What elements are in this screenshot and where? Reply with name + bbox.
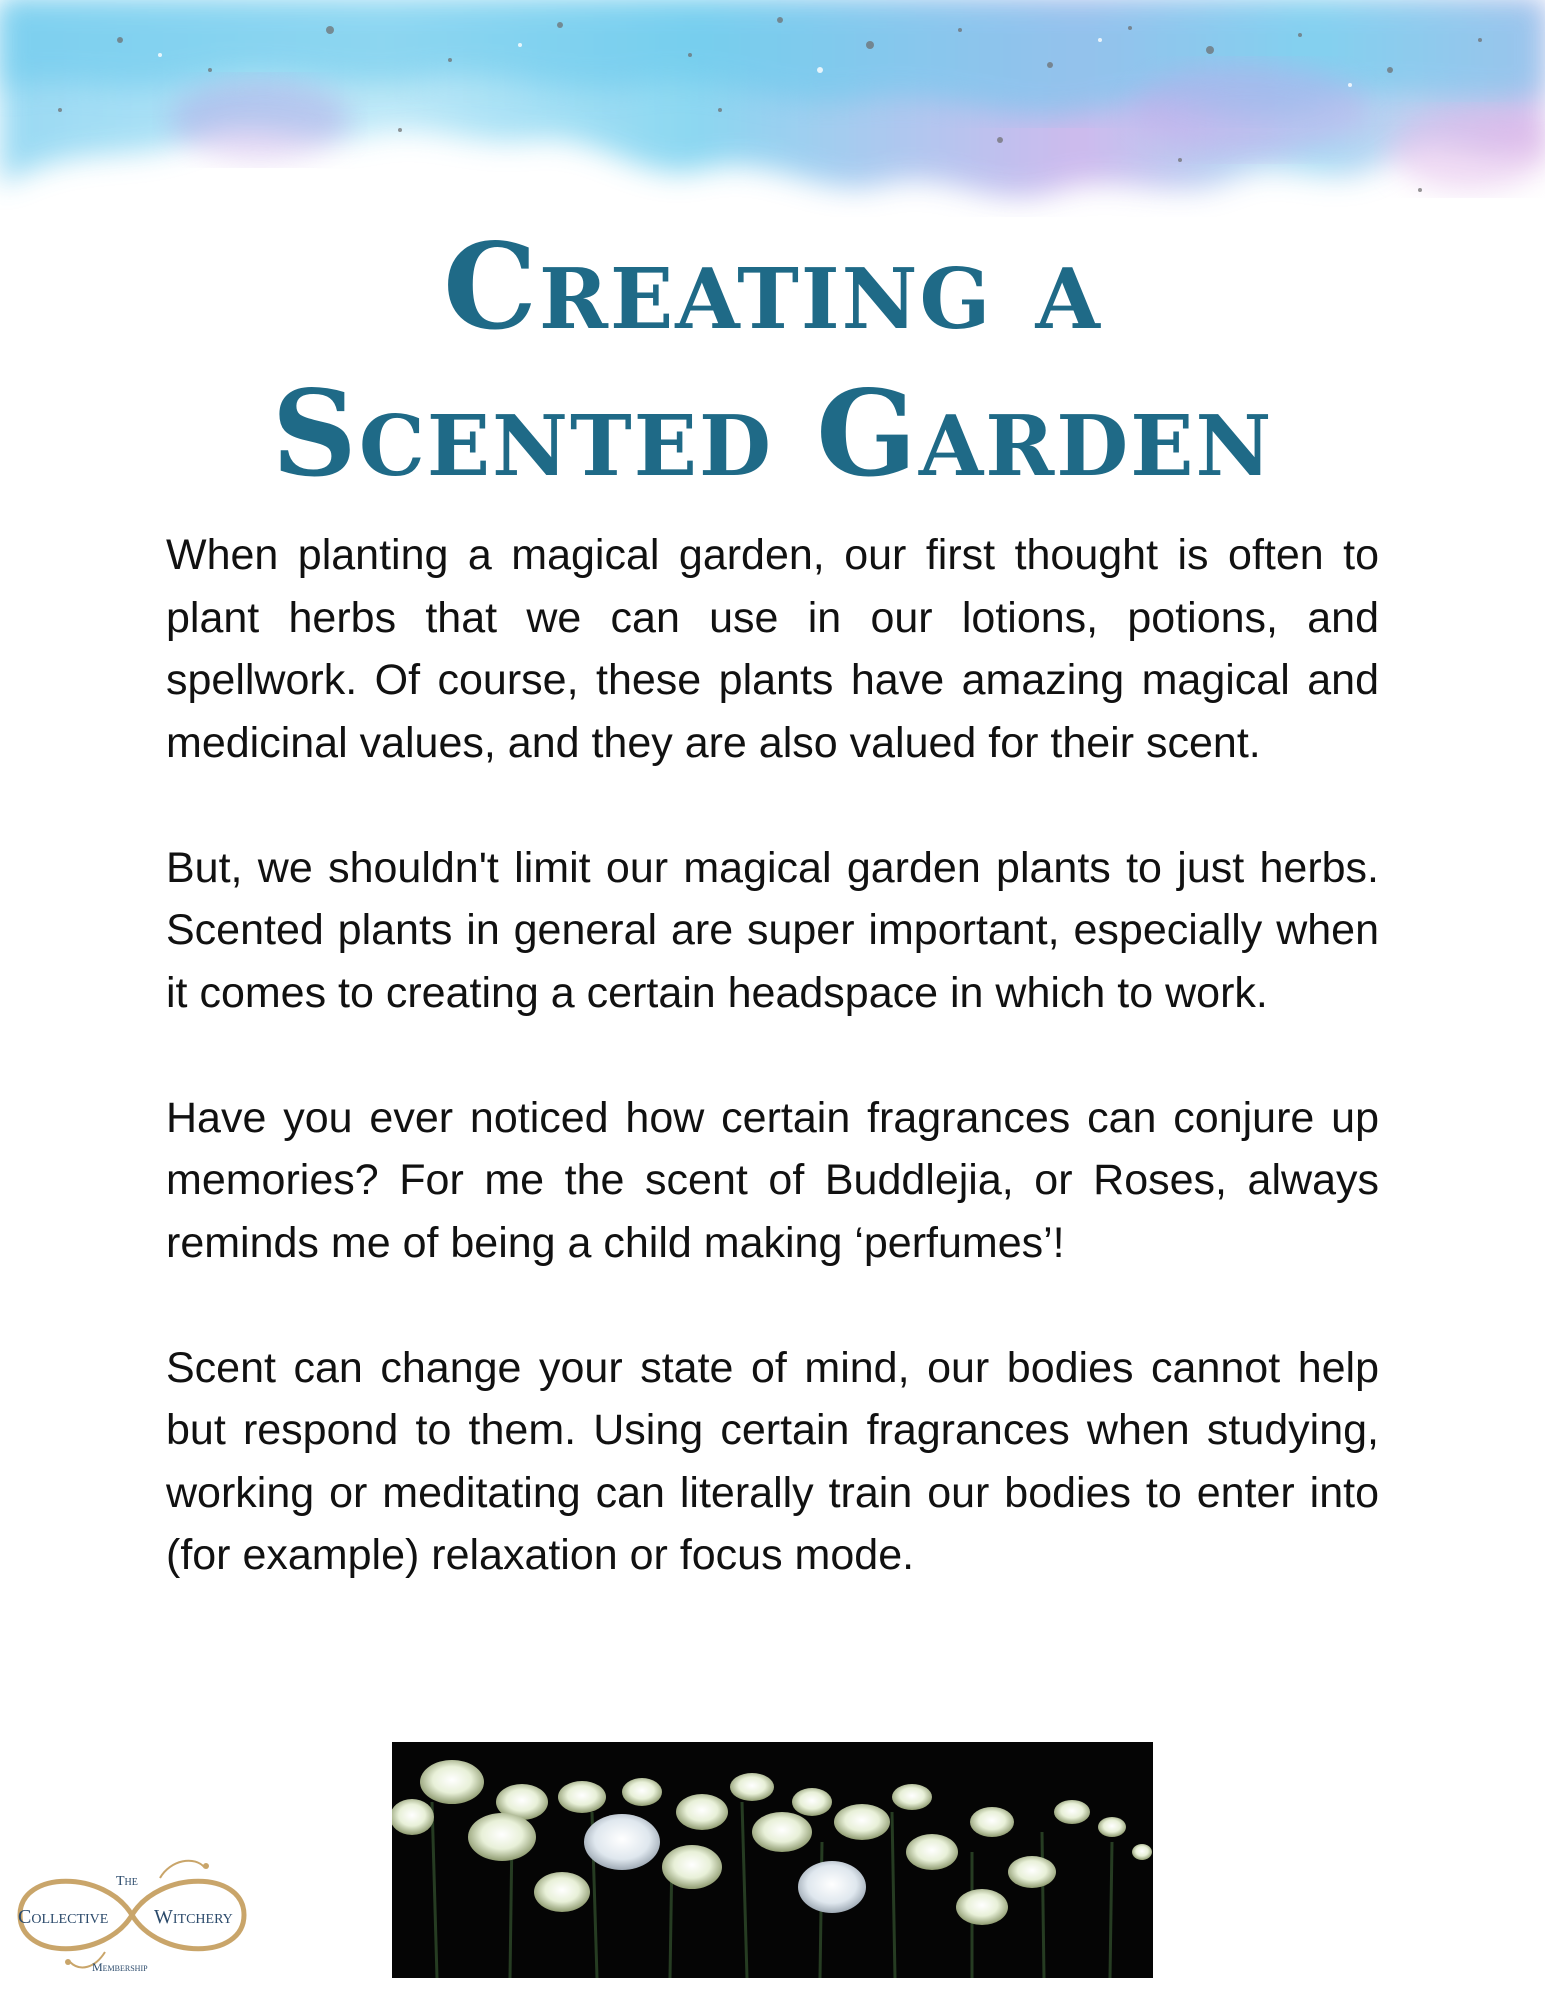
logo-text-membership: Membership: [92, 1960, 148, 1974]
paragraph-1: When planting a magical garden, our first thought is often to plant herbs that we can use in our lotions, potions, and spellwork. Of course, these plants have amazing magical and medicinal values, and they are also valued for their scent.: [166, 531, 1379, 767]
white-roses-image: [392, 1742, 1153, 1978]
paragraph-3: Have you ever noticed how certain fragrances can conjure up memories? For me the scent of Buddlejia, or Roses, always reminds me of being a child making ‘perfumes’!: [166, 1093, 1379, 1267]
article-body: [166, 524, 1379, 1649]
paragraph-4: Scent can change your state of mind, our bodies cannot help but respond to them. Using certain fragrances when studying, working or meditating can literally train our bodies to enter into (for example) relaxation or focus mode.: [166, 1343, 1379, 1579]
paragraph-2: But, we shouldn't limit our magical garden plants to just herbs. Scented plants in general are super important, especially when it comes to creating a certain headspace in which to work.: [166, 843, 1379, 1017]
collective-witchery-logo: [10, 1850, 255, 1980]
logo-text-collective: Collective: [18, 1906, 109, 1928]
logo-text-the: The: [116, 1874, 138, 1889]
white-roses-illustration: [392, 1742, 1153, 1978]
page-title-line-2: Scented Garden: [271, 364, 1274, 503]
logo-text-witchery: Witchery: [154, 1906, 233, 1928]
page-title-line-1: Creating a: [443, 217, 1102, 356]
